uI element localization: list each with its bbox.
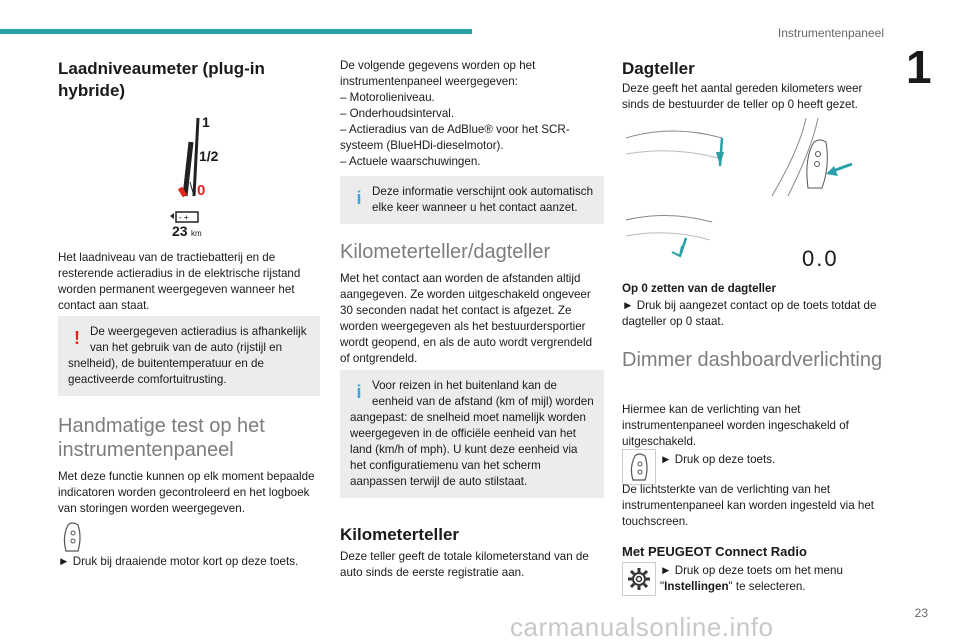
settings-menu-name: Instellingen bbox=[664, 580, 729, 593]
charge-meter-paragraph: Het laadniveau van de tractiebatterij en de resterende actieradius in de elektrische rijstand worden permanent weergegeven wanneer het contact aan staat. bbox=[58, 251, 301, 312]
total-odometer-heading: Kilometerteller bbox=[340, 525, 460, 544]
header-accent-bar bbox=[0, 29, 472, 34]
trip-display-value: 0.0 bbox=[802, 246, 839, 271]
manual-test-paragraph: Met deze functie kunnen op elk moment bepaalde indicatoren worden gecontroleerd en het logboek van storingen worden weergegeven. bbox=[58, 470, 315, 515]
total-odometer-paragraph: Deze teller geeft de totale kilometerstand van de auto sinds de eerste registratie aan. bbox=[340, 550, 589, 579]
odometer-button-icon bbox=[58, 521, 88, 553]
gauge-label-zero: 0 bbox=[197, 182, 206, 199]
dimmer-paragraph: Hiermee kan de verlichting van het instrumentenpaneel worden ingeschakeld of uitgeschakeld. bbox=[622, 403, 849, 448]
chapter-number: 1 bbox=[906, 41, 932, 93]
dimmer-button-figure bbox=[622, 449, 656, 485]
cluster-gauge-icon bbox=[622, 212, 742, 262]
dimmer-button-icon bbox=[623, 450, 655, 484]
test-button-figure bbox=[58, 521, 88, 553]
trip-meter-heading: Dagteller bbox=[622, 59, 695, 78]
instrument-cluster-icon bbox=[622, 118, 884, 198]
settings-step bbox=[660, 563, 880, 595]
settings-step-post: " te selecteren. bbox=[728, 580, 806, 593]
info-list-item: – Actuele waarschuwingen. bbox=[340, 155, 481, 168]
settings-button-figure bbox=[622, 562, 656, 596]
section-title: Instrumentenpaneel bbox=[777, 26, 884, 40]
connect-radio-heading: Met PEUGEOT Connect Radio bbox=[622, 544, 807, 559]
warning-text: De weergegeven actieradius is afhankelijk van het gebruik van de auto (rijstijl en snelheid), de buitentemperatuur en de geactiveerde comfortuitrusting. bbox=[68, 325, 307, 386]
warning-icon: ! bbox=[74, 328, 80, 348]
manual-test-step: ► Druk bij draaiende motor kort op deze toets. bbox=[58, 555, 299, 568]
charge-gauge-figure bbox=[168, 112, 248, 242]
info-list-item: – Actieradius van de AdBlue® voor het SCR-systeem (BlueHDi-dieselmotor). bbox=[340, 123, 570, 152]
info-icon: i bbox=[356, 382, 362, 402]
trip-reset-step: ► Druk bij aangezet contact op de toets totdat de dagteller op 0 staat. bbox=[622, 299, 877, 328]
dimmer-heading: Dimmer dashboardverlichting bbox=[622, 349, 883, 371]
range-unit: km bbox=[191, 229, 202, 238]
gear-icon bbox=[623, 563, 655, 595]
odometer-paragraph: Met het contact aan worden de afstanden altijd aangegeven. Ze worden uitgeschakeld ongeveer 30 seconden nadat het contact is afgezet. Ze worden weergegeven als het bestuurdersportier wordt geopend, en als de auto wordt vergrendeld of ontgrendeld. bbox=[340, 272, 593, 365]
info-icon: i bbox=[356, 188, 362, 208]
info-list-item: – Motorolieniveau. bbox=[340, 91, 435, 104]
info-list-item: – Onderhoudsinterval. bbox=[340, 107, 455, 120]
settings-step-pre: ► Druk op deze toets om het menu " bbox=[660, 564, 843, 593]
dimmer-step: ► Druk op deze toets. bbox=[660, 453, 776, 466]
gauge-label-full: 1 bbox=[202, 114, 210, 130]
info-note bbox=[340, 176, 604, 224]
dimmer-touchscreen-paragraph: De lichtsterkte van de verlichting van het instrumentenpaneel kan worden ingesteld via het touchscreen. bbox=[622, 483, 875, 528]
watermark: carmanualsonline.info bbox=[510, 612, 774, 642]
trip-reset-illustration bbox=[622, 118, 884, 198]
info-note-units bbox=[340, 370, 604, 498]
trip-display-illustration bbox=[622, 212, 884, 272]
info-note-units-text: Voor reizen in het buitenland kan de eenheid van de afstand (km of mijl) worden aangepast: de snelheid moet namelijk worden weergegeven in de officiële eenheid van het land (km/h of mph). U kunt deze eenheid via het configuratiemenu van het scherm aanpassen terwijl de auto stilstaat. bbox=[350, 379, 594, 488]
trip-reset-subheading: Op 0 zetten van de dagteller bbox=[622, 282, 776, 295]
odometer-heading: Kilometerteller/dagteller bbox=[340, 241, 551, 263]
charge-meter-title: Laadniveaumeter (plug-in hybride) bbox=[58, 59, 265, 100]
svg-text:- +: - + bbox=[179, 213, 189, 222]
info-intro: De volgende gegevens worden op het instrumentenpaneel weergegeven: bbox=[340, 59, 536, 88]
trip-meter-paragraph: Deze geeft het aantal gereden kilometers weer sinds de bestuurder de teller op 0 heeft gezet. bbox=[622, 82, 863, 111]
gauge-label-half: 1/2 bbox=[199, 148, 219, 164]
warning-note bbox=[58, 316, 320, 396]
range-value: 23 bbox=[172, 223, 188, 239]
manual-test-heading: Handmatige test op het instrumentenpaneel bbox=[58, 415, 265, 461]
info-note-text: Deze informatie verschijnt ook automatisch elke keer wanneer u het contact aanzet. bbox=[372, 185, 594, 214]
page-number: 23 bbox=[914, 606, 928, 620]
